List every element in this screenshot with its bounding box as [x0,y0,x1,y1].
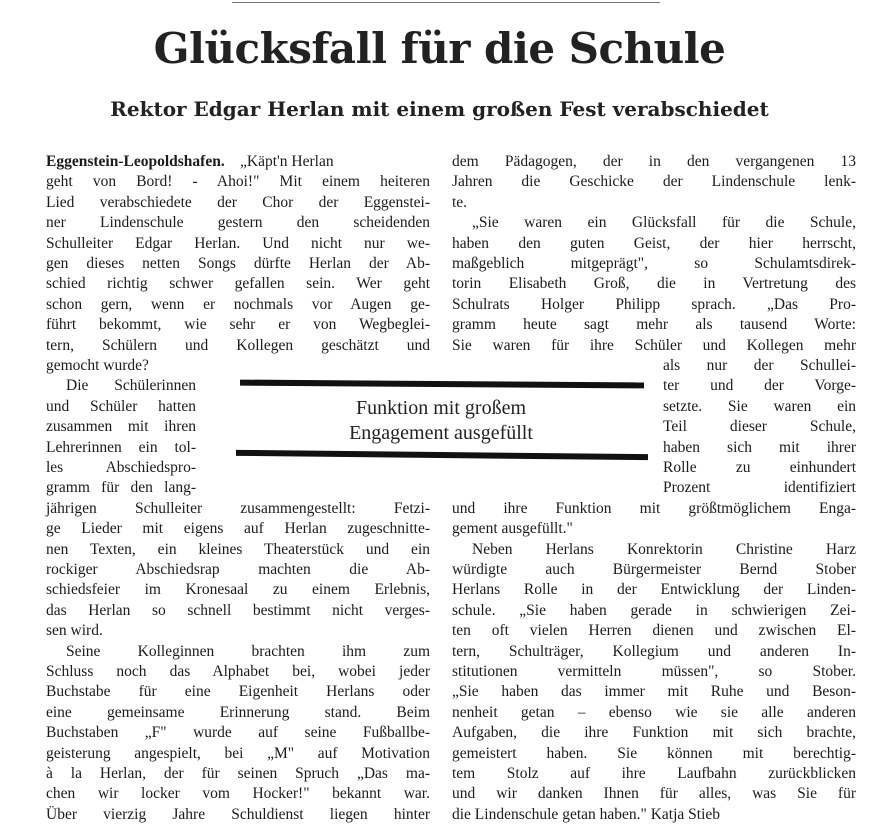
right-column-line: Schulrats Holger Philipp sprach. „Das Pro- [452,295,856,313]
right-column-line: gement ausgefüllt." [452,520,573,538]
left-column-line: rockiger Abschiedsrap machten die Ab- [46,561,430,578]
right-column-line: Sie waren für ihre Schüler und Kollegen mehr [452,336,856,354]
right-column-line: ter und der Vorge- [663,377,856,395]
left-column-line: schied richtig schwer gefallen sein. Wer geht [46,275,430,293]
left-column-line: Schulleiter Edgar Herlan. Und nicht nur we- [46,234,430,252]
right-column-line: dem Pädagogen, der in den vergangenen 13 [452,153,856,170]
left-column-line: das Herlan so schnell bestimmt nicht verges- [46,601,430,619]
right-column-line: gemeistert haben. Sie können mit berechtig- [452,744,856,762]
pull-quote-top-rule [240,380,644,389]
right-column-line: maßgeblich mitgeprägt", so Schulamtsdirek- [452,255,856,272]
left-column-line: gramm für den lang- [46,479,196,497]
right-column-line: als nur der Schullei- [663,357,856,374]
right-column-line: Teil dieser Schule, [663,418,856,436]
left-column-line: Über vierzig Jahre Schuldienst liegen hinter [46,805,430,823]
pull-quote-line: Funktion mit großem [356,397,526,419]
left-column-line: und Schüler hatten [46,397,196,415]
right-column-line: schule. „Sie haben gerade in schwierigen Zei- [452,601,856,619]
right-column-line: tern, Schulträger, Kollegium und anderen In- [452,642,856,660]
left-column-line: Buchstabe für eine Eigenheit Herlans oder [46,683,430,701]
right-column-line: Jahren die Geschicke der Lindenschule lenk- [452,173,856,191]
left-column-line: les Abschiedspro- [46,459,196,476]
right-column-line: ten oft vielen Herren dienen und zwischen El- [452,622,856,640]
left-column-line: Schluss noch das Alphabet bei, wobei jeder [46,663,430,680]
right-column-line: die Lindenschule getan haben." Katja Stieb [452,805,721,823]
left-column-line: Lied verabschiedete der Chor der Eggenstei- [46,193,430,211]
right-column-line: und ihre Funktion mit größtmöglichem Enga- [452,499,856,517]
right-column-line: gramm heute sagt mehr als tausend Worte: [452,316,856,334]
left-column-line: schiedsfeier im Kronesaal zu einem Erlebnis, [46,581,430,599]
right-column-line: „Sie waren ein Glücksfall für die Schule, [472,214,856,232]
left-column-line: zusammen mit ihren [46,418,196,436]
left-column-line: geht von Bord! - Ahoi!" Mit einem heiteren [46,173,430,191]
top-rule [232,2,660,3]
left-column-line: Die Schülerinnen [66,377,196,395]
right-column-line: Prozent identifiziert [663,479,856,497]
right-column-line: haben sich mit ihrer [663,438,856,456]
right-column-line: torin Elisabeth Groß, die in Vertretung des [452,275,856,293]
left-column-line: sen wird. [46,622,103,640]
right-column-line: stitutionen vermitteln müssen", so Stober. [452,663,856,680]
right-column-line: haben den guten Geist, der hier herrscht, [452,234,856,252]
right-column-line: setzte. Sie waren ein [663,397,856,415]
left-column-line: ge Lieder mit eigens auf Herlan zugeschnitte- [46,520,430,538]
right-column-line: nenheit getan – ebenso wie sie alle anderen [452,703,856,721]
right-column-line: würdigte auch Bürgermeister Bernd Stober [452,561,856,578]
left-column-line: führt bekommt, wie sehr er von Wegbeglei- [46,316,430,334]
headline: Glücksfall für die Schule [153,24,726,73]
left-column-line: Lehrerinnen ein tol- [46,438,196,456]
right-column-line: Rolle zu einhundert [663,459,856,476]
left-column-line: schon gern, wenn er nochmals vor Augen ge- [46,295,430,313]
left-column-line: gemocht wurde? [46,357,149,374]
pull-quote [232,378,650,462]
left-column-line: geisterung angespielt, bei „M" auf Motivation [46,744,430,762]
left-column-line: jährigen Schulleiter zusammengestellt: Fetzi- [46,499,430,517]
left-column-line: Buchstaben „F" wurde auf seine Fußballbe- [46,724,430,742]
left-column-line: nen Texten, ein kleines Theaterstück und ein [46,540,430,558]
left-column-line: eine gemeinsame Erinnerung stand. Beim [46,703,430,721]
left-column-line: ner Lindenschule gestern den scheidenden [46,214,430,232]
left-column-line: Seine Kolleginnen brachten ihm zum [66,642,430,660]
right-column-line: „Sie haben das immer mit Ruhe und Beson- [452,683,856,701]
right-column-line: te. [452,193,468,211]
right-column-line: Herlans Rolle in der Entwicklung der Linden- [452,581,856,599]
right-column-line: Aufgaben, die ihre Funktion mit sich brachte, [452,724,856,742]
subheadline: Rektor Edgar Herlan mit einem großen Fest verabschiedet [110,97,769,121]
pull-quote-line: Engagement ausgefüllt [349,422,533,444]
dateline: Eggenstein-Leopoldshafen. [46,153,225,170]
left-column-line: chen wir locker vom Hocker!" bekannt war. [46,785,430,803]
right-column-line: und wir danken Ihnen für alles, was Sie für [452,785,856,803]
left-column-line: tern, Schülern und Kollegen geschätzt und [46,336,430,354]
left-column-line: gen dieses netten Songs dürfte Herlan der Ab- [46,255,430,272]
left-column-line: à la Herlan, der für seinen Spruch „Das ma- [46,765,430,782]
left-column-line: „Käpt'n Herlan [240,153,334,170]
right-column-line: tem Stolz auf ihre Laufbahn zurückblicken [452,765,856,782]
pull-quote-bottom-rule [236,450,648,460]
right-column-line: Neben Herlans Konrektorin Christine Harz [472,540,856,558]
